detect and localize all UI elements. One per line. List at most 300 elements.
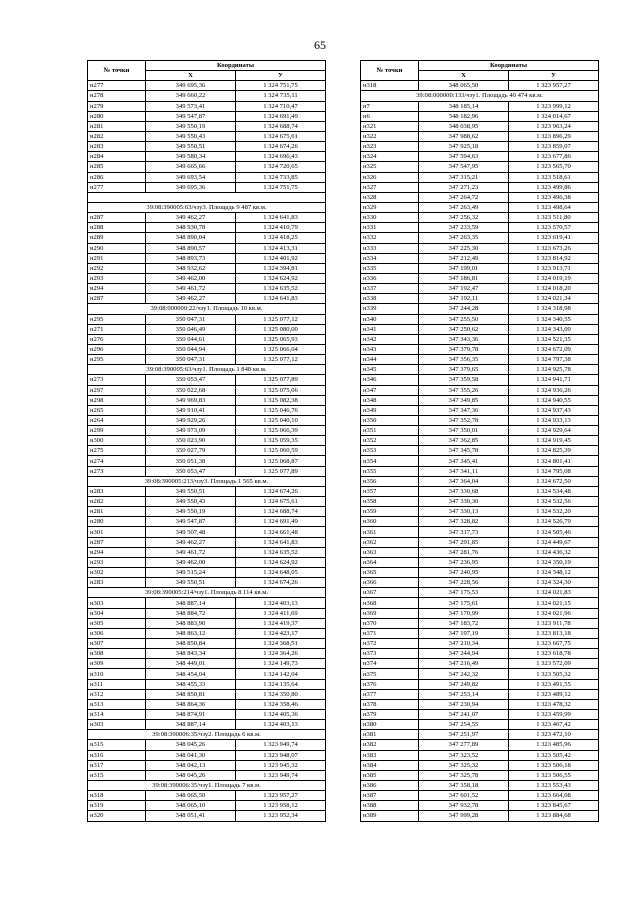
x-coordinate-cell: 347 355,26	[419, 385, 509, 395]
table-row	[88, 760, 326, 770]
point-number-cell: н265	[88, 405, 146, 415]
header-point-number: № точки	[361, 61, 419, 81]
table-row	[88, 801, 326, 811]
table-row	[361, 446, 599, 456]
point-number-cell: н327	[361, 182, 419, 192]
point-number-cell: н361	[361, 527, 419, 537]
y-coordinate-cell: 1 323 677,86	[509, 152, 599, 162]
x-coordinate-cell: 348 454,04	[146, 669, 236, 679]
x-coordinate-cell: 348 065,50	[146, 791, 236, 801]
table-row	[88, 436, 326, 446]
y-coordinate-cell: 1 323 570,57	[509, 223, 599, 233]
x-coordinate-cell: 347 230,94	[419, 699, 509, 709]
table-row	[361, 202, 599, 212]
x-coordinate-cell: 347 254,55	[419, 720, 509, 730]
point-number-cell: н377	[361, 689, 419, 699]
section-header-row	[88, 202, 326, 212]
table-row	[361, 486, 599, 496]
x-coordinate-cell: 349 550,19	[146, 507, 236, 517]
x-coordinate-cell: 348 874,91	[146, 710, 236, 720]
x-coordinate-cell: 347 197,19	[419, 628, 509, 638]
x-coordinate-cell: 347 228,56	[419, 578, 509, 588]
x-coordinate-cell: 347 925,18	[419, 142, 509, 152]
y-coordinate-cell: 1 325 077,89	[236, 375, 326, 385]
x-coordinate-cell: 348 843,34	[146, 649, 236, 659]
x-coordinate-cell: 347 263,49	[419, 202, 509, 212]
x-coordinate-cell: 348 930,78	[146, 223, 236, 233]
point-number-cell: н300	[88, 436, 146, 446]
y-coordinate-cell: 1 324 751,75	[236, 182, 326, 192]
x-coordinate-cell: 349 462,27	[146, 537, 236, 547]
point-number-cell: н356	[361, 476, 419, 486]
table-row	[361, 760, 599, 770]
x-coordinate-cell: 347 175,53	[419, 588, 509, 598]
table-row	[88, 497, 326, 507]
point-number-cell: н293	[88, 557, 146, 567]
table-row	[361, 801, 599, 811]
table-body-right	[361, 81, 599, 821]
y-coordinate-cell: 1 324 641,83	[236, 294, 326, 304]
x-coordinate-cell: 350 053,47	[146, 375, 236, 385]
point-number-cell: н336	[361, 273, 419, 283]
point-number-cell: н368	[361, 598, 419, 608]
point-number-cell: н284	[88, 152, 146, 162]
y-coordinate-cell: 1 324 019,19	[509, 273, 599, 283]
coordinates-table-right	[360, 60, 599, 822]
x-coordinate-cell: 347 330,68	[419, 486, 509, 496]
y-coordinate-cell: 1 323 957,27	[509, 81, 599, 91]
point-number-cell: н286	[88, 172, 146, 182]
point-number-cell: н330	[361, 213, 419, 223]
table-row	[88, 344, 326, 354]
table-row	[88, 263, 326, 273]
point-number-cell: н388	[361, 801, 419, 811]
x-coordinate-cell: 347 242,32	[419, 669, 509, 679]
table-row	[88, 537, 326, 547]
y-coordinate-cell: 1 323 506,18	[509, 760, 599, 770]
x-coordinate-cell: 347 352,78	[419, 415, 509, 425]
point-number-cell: н304	[88, 608, 146, 618]
y-coordinate-cell: 1 325 040,10	[236, 415, 326, 425]
table-row	[88, 649, 326, 659]
x-coordinate-cell: 348 065,50	[419, 81, 509, 91]
x-coordinate-cell: 349 550,43	[146, 497, 236, 507]
y-coordinate-cell: 1 325 065,93	[236, 334, 326, 344]
y-coordinate-cell: 1 324 318,98	[509, 304, 599, 314]
y-coordinate-cell: 1 324 795,08	[509, 466, 599, 476]
x-coordinate-cell: 348 890,57	[146, 243, 236, 253]
table-row	[361, 456, 599, 466]
y-coordinate-cell: 1 323 496,38	[509, 192, 599, 202]
y-coordinate-cell: 1 325 075,06	[236, 385, 326, 395]
table-row	[88, 131, 326, 141]
x-coordinate-cell: 347 364,04	[419, 476, 509, 486]
y-coordinate-cell: 1 323 553,43	[509, 780, 599, 790]
table-row	[361, 294, 599, 304]
point-number-cell: н345	[361, 365, 419, 375]
x-coordinate-cell: 347 277,89	[419, 740, 509, 750]
y-coordinate-cell: 1 324 937,43	[509, 405, 599, 415]
point-number-cell: н6	[361, 111, 419, 121]
x-coordinate-cell: 348 041,30	[146, 750, 236, 760]
y-coordinate-cell: 1 324 394,81	[236, 263, 326, 273]
point-number-cell: н290	[88, 243, 146, 253]
table-row	[361, 740, 599, 750]
section-title: 39:08:390005:63/чзу3. Площадь 9 487 кв.м.	[88, 202, 326, 212]
table-row	[361, 314, 599, 324]
table-row	[88, 213, 326, 223]
point-number-cell: н323	[361, 142, 419, 152]
point-number-cell: н313	[88, 699, 146, 709]
table-row	[88, 699, 326, 709]
y-coordinate-cell: 1 324 691,49	[236, 517, 326, 527]
y-coordinate-cell: 1 324 696,43	[236, 152, 326, 162]
table-row	[361, 263, 599, 273]
x-coordinate-cell: 348 449,01	[146, 659, 236, 669]
table-row	[361, 243, 599, 253]
point-number-cell: н340	[361, 314, 419, 324]
y-coordinate-cell: 1 324 018,20	[509, 284, 599, 294]
x-coordinate-cell: 347 347,36	[419, 405, 509, 415]
table-row	[88, 142, 326, 152]
y-coordinate-cell: 1 323 667,75	[509, 639, 599, 649]
point-number-cell: н274	[88, 456, 146, 466]
x-coordinate-cell: 349 693,54	[146, 172, 236, 182]
y-coordinate-cell: 1 323 999,12	[509, 101, 599, 111]
table-row	[88, 81, 326, 91]
x-coordinate-cell: 349 462,00	[146, 557, 236, 567]
point-number-cell: н299	[88, 426, 146, 436]
table-row	[88, 517, 326, 527]
point-number-cell: н315	[88, 770, 146, 780]
table-row	[361, 385, 599, 395]
y-coordinate-cell: 1 324 413,31	[236, 243, 326, 253]
y-coordinate-cell: 1 323 814,92	[509, 253, 599, 263]
y-coordinate-cell: 1 324 674,26	[236, 578, 326, 588]
table-row	[361, 101, 599, 111]
x-coordinate-cell: 347 186,81	[419, 273, 509, 283]
x-coordinate-cell: 347 343,36	[419, 334, 509, 344]
point-number-cell: н295	[88, 355, 146, 365]
section-title: 39:08:000000:22/чзу1. Площадь 10 кв.м.	[88, 304, 326, 314]
x-coordinate-cell: 347 328,82	[419, 517, 509, 527]
x-coordinate-cell: 347 264,72	[419, 192, 509, 202]
x-coordinate-cell: 347 183,72	[419, 618, 509, 628]
header-coordinates: Координаты	[146, 61, 326, 71]
table-row	[361, 395, 599, 405]
point-number-cell: н320	[88, 811, 146, 821]
y-coordinate-cell: 1 323 911,78	[509, 618, 599, 628]
x-coordinate-cell: 349 695,36	[146, 81, 236, 91]
y-coordinate-cell: 1 324 688,74	[236, 121, 326, 131]
point-number-cell: н365	[361, 568, 419, 578]
x-coordinate-cell: 349 507,48	[146, 527, 236, 537]
point-number-cell: н311	[88, 679, 146, 689]
point-number-cell: н385	[361, 770, 419, 780]
point-number-cell: н318	[361, 81, 419, 91]
point-number-cell: н366	[361, 578, 419, 588]
point-number-cell: н306	[88, 628, 146, 638]
table-row	[361, 578, 599, 588]
y-coordinate-cell: 1 324 648,05	[236, 568, 326, 578]
y-coordinate-cell: 1 323 505,42	[509, 750, 599, 760]
point-number-cell: н276	[88, 334, 146, 344]
table-row	[88, 791, 326, 801]
x-coordinate-cell: 350 047,31	[146, 355, 236, 365]
point-number-cell: н367	[361, 588, 419, 598]
y-coordinate-cell: 1 323 949,74	[236, 740, 326, 750]
x-coordinate-cell: 347 315,21	[419, 172, 509, 182]
point-number-cell: н301	[88, 527, 146, 537]
x-coordinate-cell: 349 969,83	[146, 395, 236, 405]
x-coordinate-cell: 347 250,62	[419, 324, 509, 334]
point-number-cell: н318	[88, 791, 146, 801]
x-coordinate-cell: 349 462,27	[146, 213, 236, 223]
table-row	[361, 365, 599, 375]
table-row	[361, 223, 599, 233]
table-row	[88, 385, 326, 395]
x-coordinate-cell: 348 850,84	[146, 639, 236, 649]
y-coordinate-cell: 1 323 572,09	[509, 659, 599, 669]
table-row	[361, 780, 599, 790]
x-coordinate-cell: 349 547,87	[146, 111, 236, 121]
point-number-cell: н291	[88, 253, 146, 263]
point-number-cell: н348	[361, 395, 419, 405]
table-row	[88, 162, 326, 172]
table-row	[361, 679, 599, 689]
section-header-row	[88, 365, 326, 375]
y-coordinate-cell: 1 324 324,30	[509, 578, 599, 588]
point-number-cell: н287	[88, 213, 146, 223]
x-coordinate-cell: 347 988,62	[419, 131, 509, 141]
x-coordinate-cell: 347 240,95	[419, 568, 509, 578]
point-number-cell: н339	[361, 304, 419, 314]
point-number-cell: н369	[361, 608, 419, 618]
point-number-cell: н312	[88, 689, 146, 699]
y-coordinate-cell: 1 324 532,20	[509, 507, 599, 517]
x-coordinate-cell: 347 256,32	[419, 213, 509, 223]
table-row	[88, 557, 326, 567]
point-number-cell: н303	[88, 598, 146, 608]
table-row	[361, 131, 599, 141]
table-row	[361, 811, 599, 821]
x-coordinate-cell: 347 291,85	[419, 537, 509, 547]
header-x: X	[419, 71, 509, 81]
x-coordinate-cell: 348 893,73	[146, 253, 236, 263]
point-number-cell: н309	[88, 659, 146, 669]
table-row	[361, 568, 599, 578]
point-number-cell: н288	[88, 223, 146, 233]
table-row	[88, 689, 326, 699]
x-coordinate-cell: 347 345,41	[419, 456, 509, 466]
y-coordinate-cell: 1 323 489,12	[509, 689, 599, 699]
x-coordinate-cell: 349 462,00	[146, 273, 236, 283]
point-number-cell: н310	[88, 669, 146, 679]
x-coordinate-cell: 347 358,18	[419, 780, 509, 790]
y-coordinate-cell: 1 323 884,68	[509, 811, 599, 821]
y-coordinate-cell: 1 324 368,51	[236, 639, 326, 649]
x-coordinate-cell: 350 027,79	[146, 446, 236, 456]
point-number-cell: н305	[88, 618, 146, 628]
point-number-cell: н362	[361, 537, 419, 547]
point-number-cell: н281	[88, 507, 146, 517]
point-number-cell: н308	[88, 649, 146, 659]
x-coordinate-cell: 347 362,85	[419, 436, 509, 446]
point-number-cell: н364	[361, 557, 419, 567]
point-number-cell: н283	[88, 578, 146, 588]
x-coordinate-cell: 347 330,30	[419, 497, 509, 507]
y-coordinate-cell: 1 324 825,39	[509, 446, 599, 456]
y-coordinate-cell: 1 324 661,48	[236, 527, 326, 537]
point-number-cell: н271	[88, 324, 146, 334]
table-row	[361, 669, 599, 679]
table-row	[361, 639, 599, 649]
x-coordinate-cell: 347 212,49	[419, 253, 509, 263]
table-row	[361, 598, 599, 608]
y-coordinate-cell: 1 324 672,50	[509, 476, 599, 486]
table-row	[88, 659, 326, 669]
x-coordinate-cell: 348 883,90	[146, 618, 236, 628]
table-row	[88, 405, 326, 415]
y-coordinate-cell: 1 324 936,26	[509, 385, 599, 395]
table-row	[88, 527, 326, 537]
y-coordinate-cell: 1 323 505,32	[509, 669, 599, 679]
point-number-cell: н315	[88, 740, 146, 750]
x-coordinate-cell: 348 045,26	[146, 740, 236, 750]
x-coordinate-cell: 347 594,63	[419, 152, 509, 162]
point-number-cell: н353	[361, 446, 419, 456]
point-number-cell: н294	[88, 284, 146, 294]
x-coordinate-cell: 347 233,59	[419, 223, 509, 233]
table-row	[361, 770, 599, 780]
y-coordinate-cell: 1 324 142,04	[236, 669, 326, 679]
point-number-cell: н303	[88, 720, 146, 730]
y-coordinate-cell: 1 323 472,10	[509, 730, 599, 740]
point-number-cell: н383	[361, 750, 419, 760]
header-x: X	[146, 71, 236, 81]
table-row	[361, 152, 599, 162]
point-number-cell: н352	[361, 436, 419, 446]
point-number-cell: н359	[361, 507, 419, 517]
x-coordinate-cell: 349 547,87	[146, 517, 236, 527]
y-coordinate-cell: 1 325 077,12	[236, 314, 326, 324]
table-row	[88, 740, 326, 750]
table-row	[88, 618, 326, 628]
table-row	[88, 770, 326, 780]
point-number-cell: н295	[88, 314, 146, 324]
x-coordinate-cell: 347 216,49	[419, 659, 509, 669]
point-number-cell: н334	[361, 253, 419, 263]
y-coordinate-cell: 1 325 060,59	[236, 446, 326, 456]
y-coordinate-cell: 1 324 021,34	[509, 294, 599, 304]
y-coordinate-cell: 1 324 436,32	[509, 547, 599, 557]
point-number-cell: н378	[361, 699, 419, 709]
x-coordinate-cell: 347 325,78	[419, 770, 509, 780]
table-row	[361, 720, 599, 730]
table-row	[88, 415, 326, 425]
table-row	[361, 517, 599, 527]
y-coordinate-cell: 1 323 485,96	[509, 740, 599, 750]
x-coordinate-cell: 347 350,01	[419, 426, 509, 436]
x-coordinate-cell: 350 044,61	[146, 334, 236, 344]
y-coordinate-cell: 1 323 949,74	[236, 770, 326, 780]
point-number-cell: н389	[361, 811, 419, 821]
x-coordinate-cell: 347 244,28	[419, 304, 509, 314]
table-row	[361, 253, 599, 263]
point-number-cell: н376	[361, 679, 419, 689]
x-coordinate-cell: 349 550,19	[146, 121, 236, 131]
table-row	[88, 628, 326, 638]
point-number-cell: н273	[88, 466, 146, 476]
y-coordinate-cell: 1 324 641,83	[236, 537, 326, 547]
y-coordinate-cell: 1 323 498,64	[509, 202, 599, 212]
x-coordinate-cell: 350 051,38	[146, 456, 236, 466]
x-coordinate-cell: 348 850,81	[146, 689, 236, 699]
table-row	[88, 324, 326, 334]
point-number-cell: н278	[88, 91, 146, 101]
point-number-cell: н283	[88, 142, 146, 152]
x-coordinate-cell: 347 175,61	[419, 598, 509, 608]
y-coordinate-cell: 1 323 913,71	[509, 263, 599, 273]
section-header-row	[88, 476, 326, 486]
table-row	[361, 182, 599, 192]
y-coordinate-cell: 1 324 675,61	[236, 131, 326, 141]
y-coordinate-cell: 1 324 532,56	[509, 497, 599, 507]
x-coordinate-cell: 348 890,04	[146, 233, 236, 243]
table-body-left	[88, 81, 326, 821]
point-number-cell: н275	[88, 446, 146, 456]
y-coordinate-cell: 1 324 021,83	[509, 588, 599, 598]
point-number-cell: н285	[88, 162, 146, 172]
point-number-cell: н357	[361, 486, 419, 496]
table-row	[88, 426, 326, 436]
y-coordinate-cell: 1 323 958,12	[236, 801, 326, 811]
y-coordinate-cell: 1 323 673,26	[509, 243, 599, 253]
table-row	[361, 426, 599, 436]
header-y: У	[509, 71, 599, 81]
y-coordinate-cell: 1 323 511,80	[509, 213, 599, 223]
y-coordinate-cell: 1 323 491,55	[509, 679, 599, 689]
table-row	[88, 152, 326, 162]
y-coordinate-cell: 1 324 672,09	[509, 344, 599, 354]
point-number-cell: н280	[88, 111, 146, 121]
x-coordinate-cell: 349 461,72	[146, 547, 236, 557]
y-coordinate-cell: 1 324 521,35	[509, 334, 599, 344]
section-title: 39:08:390005:214/чзу1. Площадь 8 114 кв.м.	[88, 588, 326, 598]
x-coordinate-cell: 347 325,32	[419, 760, 509, 770]
table-row	[88, 101, 326, 111]
table-row	[361, 436, 599, 446]
y-coordinate-cell: 1 323 948,07	[236, 750, 326, 760]
blank-row	[88, 192, 326, 202]
x-coordinate-cell: 348 038,95	[419, 121, 509, 131]
section-header-row	[88, 588, 326, 598]
point-number-cell: н282	[88, 131, 146, 141]
y-coordinate-cell: 1 325 077,89	[236, 466, 326, 476]
x-coordinate-cell: 348 887,14	[146, 598, 236, 608]
table-row	[88, 547, 326, 557]
y-coordinate-cell: 1 324 418,25	[236, 233, 326, 243]
x-coordinate-cell: 349 550,51	[146, 142, 236, 152]
point-number-cell: н346	[361, 375, 419, 385]
x-coordinate-cell: 347 345,78	[419, 446, 509, 456]
point-number-cell: н344	[361, 355, 419, 365]
table-row	[88, 314, 326, 324]
point-number-cell: н363	[361, 547, 419, 557]
y-coordinate-cell: 1 324 929,64	[509, 426, 599, 436]
y-coordinate-cell: 1 323 859,07	[509, 142, 599, 152]
y-coordinate-cell: 1 324 624,92	[236, 557, 326, 567]
